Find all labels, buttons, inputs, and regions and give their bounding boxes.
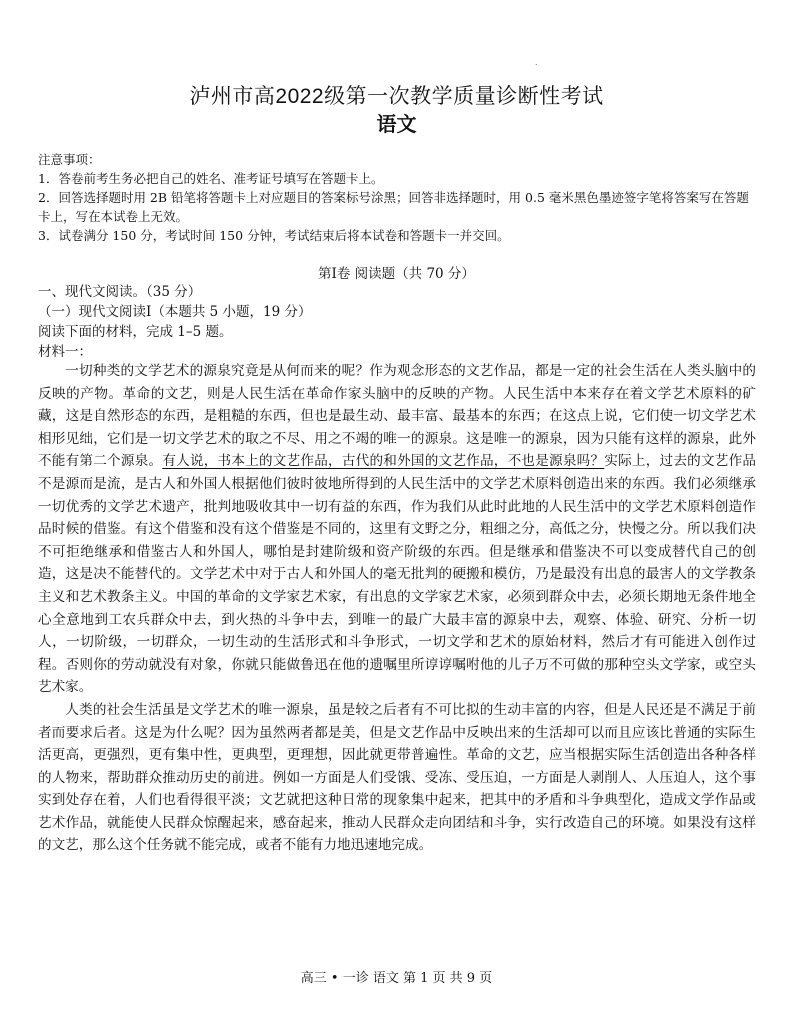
paragraph-1-part-a: 一切种类的文学艺术的源泉究竟是从何而来的呢？作为观念形态的文艺作品，都是一定的社会生活在人类头脑中的反映的产物。革命的文艺，则是人民生活在革命作家头脑中的反映的产物。人民生活中本来存在着文学艺术原料的矿藏，这是自然形态的东西，是粗糙的东西，但也是最生动、最丰富、最基本的东西；在这点上说，它们使一切文学艺术相形见绌，它们是一切文学艺术的取之不尽、用之不竭的唯一的源泉。这是唯一的源泉，因为只能有这样的源泉，此外不能有第二个源泉。	[38, 363, 756, 470]
paragraph-1-part-b: 实际上，过去的文艺作品不是源而是流，是古人和外国人根据他们彼时彼地所得到的人民生活中的文学艺术原料创造出来的东西。我们必须继承一切优秀的文学艺术遗产，批判地吸收其中一切有益的东西，作为我们从此时此地的人民生活中的文学艺术原料创造作品时候的借鉴。有这个借鉴和没有这个借鉴是不同的，这里有文野之分，粗细之分，高低之分，快慢之分。所以我们决不可拒绝继承和借鉴古人和外国人，哪怕是封建阶级和资产阶级的东西。但是继承和借鉴决不可以变成替代自己的创造，这是决不能替代的。文学艺术中对于古人和外国人的毫无批判的硬搬和模仿，乃是最没有出息的最害人的文学教条主义和艺术教条主义。中国的革命的文学家艺术家，有出息的文学家艺术家，必须到群众中去，必须长期地无条件地全心全意地到工农兵群众中去，到火热的斗争中去，到唯一的最广大最丰富的源泉中去，观察、体验、研究、分析一切人，一切阶级，一切群众，一切生动的生活形式和斗争形式，一切文学和艺术的原始材料，然后才有可能进入创作过程。否则你的劳动就没有对象，你就只能做鲁迅在他的遗嘱里所谆谆嘱咐他的儿子万不可做的那种空头文学家，或空头艺术家。	[38, 453, 757, 696]
exam-title	[0, 80, 793, 110]
notice-heading: 注意事项：	[38, 152, 101, 167]
section-heading: 第Ⅰ卷 阅读题（共 70 分）	[318, 266, 475, 282]
passage	[38, 360, 756, 857]
paragraph-1	[38, 360, 756, 699]
part-title: 一、现代文阅读。（35 分）	[38, 284, 202, 300]
subject-heading: 语文	[376, 112, 417, 136]
stray-dot: .	[535, 58, 538, 67]
notice-item-2: 2．回答选择题时用 2B 铅笔将答题卡上对应题目的答案标号涂黑；回答非选择题时，用 0.5 毫米黑色墨迹签字笔将答案写在答题卡上，写在本试卷上无效。	[38, 190, 749, 224]
notice-item-1: 1．答卷前考生务必把自己的姓名、准考证号填写在答题卡上。	[38, 171, 384, 186]
title-suffix: 级第一次教学质量诊断性考试	[324, 84, 604, 108]
paragraph-2: 人类的社会生活虽是文学艺术的唯一源泉，虽是较之后者有不可比拟的生动丰富的内容，但是人民还是不满足于前者而要求后者。这是为什么呢？因为虽然两者都是美，但是文艺作品中反映出来的生活却可以而且应该比普通的实际生活更高，更强烈，更有集中性，更典型，更理想，因此就更带普遍性。革命的文艺，应当根据实际生活创造出各种各样的人物来，帮助群众推动历史的前进。例如一方面是人们受饿、受冻、受压迫，一方面是人剥削人、人压迫人，这个事实到处存在着，人们也看得很平淡；文艺就把这种日常的现象集中起来，把其中的矛盾和斗争典型化，造成文学作品或艺术作品，就能使人民群众惊醒起来，感奋起来，推动人民群众走向团结和斗争，实行改造自己的环境。如果没有这样的文艺，那么这个任务就不能完成，或者不能有力地迅速地完成。	[38, 701, 756, 854]
instruction: 阅读下面的材料，完成 1–5 题。	[38, 324, 233, 340]
sub-title: （一）现代文阅读Ⅰ（本题共 5 小题，19 分）	[38, 304, 312, 320]
page-footer: 高三 • 一诊 语文 第 1 页 共 9 页	[300, 971, 493, 986]
notice-block	[38, 150, 758, 245]
underlined-sentence: 有人说，书本上的文艺作品，古代的和外国的文艺作品，不也是源泉吗？	[162, 453, 605, 470]
material-label: 材料一：	[38, 344, 92, 360]
notice-item-3: 3．试卷满分 150 分，考试时间 150 分钟，考试结束后将本试卷和答题卡一并交回。	[38, 228, 510, 243]
title-prefix: 泸州市高	[189, 84, 276, 108]
title-year: 2022	[275, 85, 325, 108]
question-header	[38, 282, 758, 362]
